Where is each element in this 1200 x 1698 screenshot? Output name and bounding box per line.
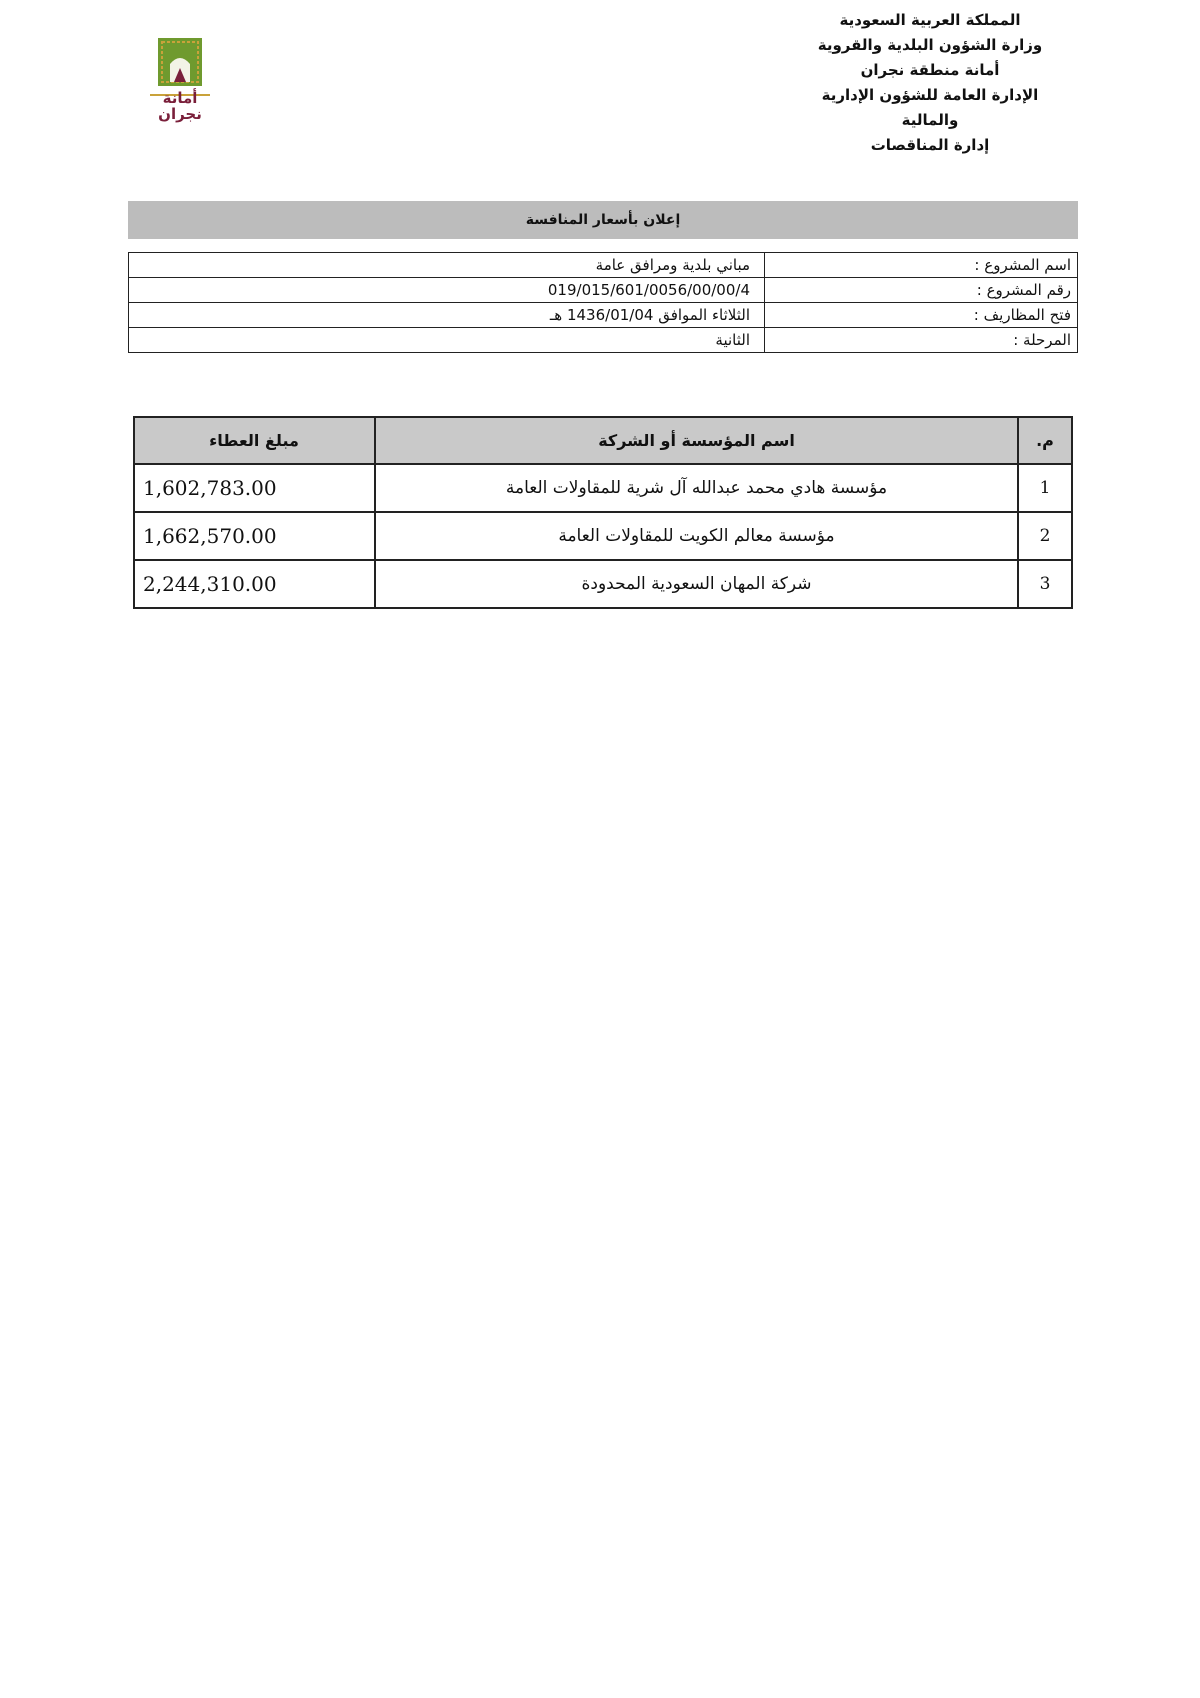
najran-municipality-logo [140,38,220,124]
table-row [134,464,1072,512]
logo-caption: أمانة نجران [158,89,202,123]
table-row [134,560,1072,608]
project-number-value: 019/015/601/0056/00/00/4 [129,278,765,303]
row-company-name: شركة المهان السعودية المحدودة [375,560,1018,608]
project-number-row [129,278,1078,303]
ministry-header [800,8,1060,158]
project-name-row [129,253,1078,278]
header-line-ministry: وزارة الشؤون البلدية والقروية [817,36,1043,54]
project-number-label: رقم المشروع : [765,278,1078,303]
header-line-tenders: إدارة المناقصات [870,136,990,154]
row-num: 3 [1018,560,1072,608]
envelope-opening-label: فتح المظاريف : [765,303,1078,328]
row-num: 2 [1018,512,1072,560]
header-line-kingdom: المملكة العربية السعودية [839,11,1021,29]
project-name-value: مباني بلدية ومرافق عامة [129,253,765,278]
bids-header-row [134,417,1072,464]
announcement-title: إعلان بأسعار المنافسة [128,201,1078,239]
stage-row [129,328,1078,353]
row-company-name: مؤسسة هادي محمد عبدالله آل شرية للمقاولات العامة [375,464,1018,512]
header-bid-amount: مبلغ العطاء [134,417,375,464]
header-company-name: اسم المؤسسة أو الشركة [375,417,1018,464]
row-num: 1 [1018,464,1072,512]
bids-table [133,416,1073,609]
stage-value: الثانية [129,328,765,353]
header-line-admin: الإدارة العامة للشؤون الإدارية [821,86,1039,104]
stage-label: المرحلة : [765,328,1078,353]
header-line-finance: والمالية [901,111,959,129]
row-bid-amount: 1,602,783.00 [134,464,375,512]
envelope-opening-row [129,303,1078,328]
row-company-name: مؤسسة معالم الكويت للمقاولات العامة [375,512,1018,560]
table-row [134,512,1072,560]
row-bid-amount: 2,244,310.00 [134,560,375,608]
row-bid-amount: 1,662,570.00 [134,512,375,560]
header-line-municipality: أمانة منطقة نجران [860,61,1000,79]
header-num: م. [1018,417,1072,464]
project-info-table [128,252,1078,353]
envelope-opening-value: الثلاثاء الموافق 1436/01/04 هـ [129,303,765,328]
project-name-label: اسم المشروع : [765,253,1078,278]
